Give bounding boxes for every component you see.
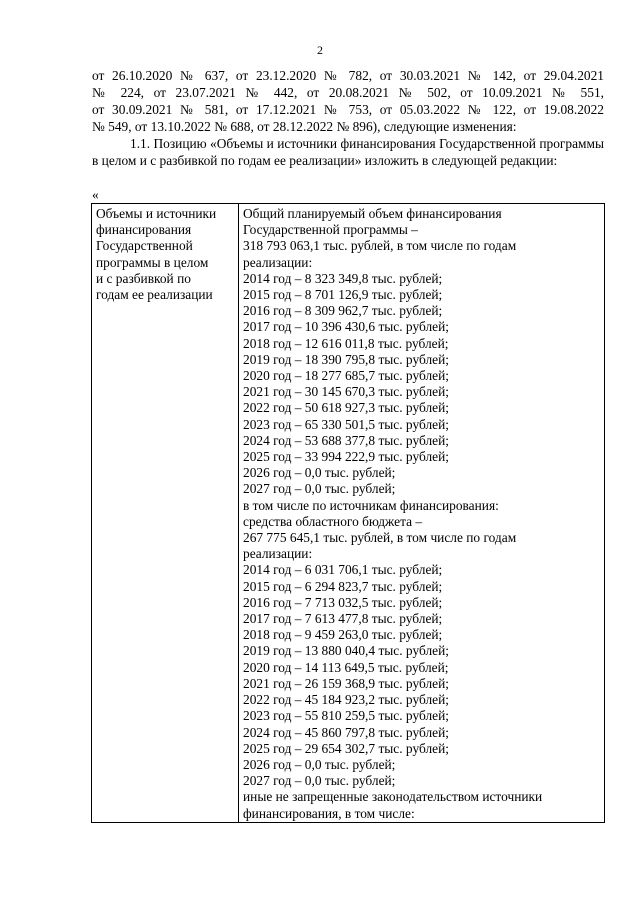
value-line: 2027 год – 0,0 тыс. рублей;: [243, 773, 396, 789]
value-line: 2016 год – 7 713 032,5 тыс. рублей;: [243, 594, 443, 610]
value-line: 2016 год – 8 309 962,7 тыс. рублей;: [243, 303, 443, 319]
value-line: Общий планируемый объем финансирования: [243, 206, 502, 221]
item-paragraph: 1.1. Позицию «Объемы и источники финансирования Государственной программы в целом и с разбивкой по годам ее реализации» изложить в следующей редакции:: [92, 136, 604, 168]
value-line: 2017 год – 10 396 430,6 тыс. рублей;: [243, 319, 449, 335]
value-line: 2023 год – 65 330 501,5 тыс. рублей;: [243, 416, 449, 432]
intro-line: от 30.09.2021 № 581, от 17.12.2021 № 753, от 05.03.2022 № 122, от 19.08.2022: [92, 102, 604, 117]
value-line: 267 775 645,1 тыс. рублей, в том числе по годам: [243, 530, 517, 546]
table-cell-label: [92, 204, 239, 823]
value-line: 2020 год – 14 113 649,5 тыс. рублей;: [243, 659, 449, 675]
intro-paragraph: [92, 67, 604, 135]
value-line: 318 793 063,1 тыс. рублей, в том числе по годам: [243, 238, 517, 254]
label-line: Объемы и источники: [96, 206, 217, 221]
table-viewport: [91, 203, 611, 853]
value-line: 2018 год – 12 616 011,8 тыс. рублей;: [243, 335, 449, 351]
intro-line: № 224, от 23.07.2021 № 442, от 20.08.2021 № 502, от 10.09.2021 № 551,: [92, 85, 604, 100]
value-line: реализации:: [243, 254, 313, 270]
label-line: финансирования: [96, 222, 192, 238]
value-line: 2023 год – 55 810 259,5 тыс. рублей;: [243, 708, 449, 724]
value-line: 2024 год – 53 688 377,8 тыс. рублей;: [243, 432, 449, 448]
table-cell-value: [239, 204, 605, 823]
value-line: 2020 год – 18 277 685,7 тыс. рублей;: [243, 368, 449, 384]
label-line: годам ее реализации: [96, 287, 213, 303]
intro-line: от 26.10.2020 № 637, от 23.12.2020 № 782, от 30.03.2021 № 142, от 29.04.2021: [92, 68, 604, 83]
value-line: 2027 год – 0,0 тыс. рублей;: [243, 481, 396, 497]
table-row: [92, 204, 605, 823]
value-line: Государственной программы –: [243, 222, 418, 238]
value-line: 2024 год – 45 860 797,8 тыс. рублей;: [243, 724, 449, 740]
label-line: и с разбивкой по: [96, 270, 191, 286]
value-line: 2019 год – 18 390 795,8 тыс. рублей;: [243, 351, 449, 367]
value-line: 2026 год – 0,0 тыс. рублей;: [243, 756, 396, 772]
opening-quote: «: [92, 187, 99, 202]
value-line: 2019 год – 13 880 040,4 тыс. рублей;: [243, 643, 449, 659]
value-line: финансирования, в том числе:: [243, 805, 415, 821]
value-line: 2021 год – 26 159 368,9 тыс. рублей;: [243, 675, 449, 691]
page-number: 2: [317, 43, 323, 57]
financing-table: [91, 203, 605, 823]
value-line: 2022 год – 45 184 923,2 тыс. рублей;: [243, 692, 449, 708]
value-line: реализации:: [243, 546, 313, 562]
intro-line: № 549, от 13.10.2022 № 688, от 28.12.2022 № 896), следующие изменения:: [92, 119, 517, 134]
value-line: 2018 год – 9 459 263,0 тыс. рублей;: [243, 627, 443, 643]
value-line: 2014 год – 6 031 706,1 тыс. рублей;: [243, 562, 443, 578]
label-line: программы в целом: [96, 254, 209, 270]
value-line: иные не запрещенные законодательством источники: [243, 789, 543, 805]
value-line: 2025 год – 29 654 302,7 тыс. рублей;: [243, 740, 449, 756]
label-line: Государственной: [96, 238, 193, 254]
value-line: 2014 год – 8 323 349,8 тыс. рублей;: [243, 270, 443, 286]
document-body: [92, 67, 604, 169]
value-line: 2015 год – 8 701 126,9 тыс. рублей;: [243, 287, 443, 303]
value-line: 2026 год – 0,0 тыс. рублей;: [243, 465, 396, 481]
value-line: 2017 год – 7 613 477,8 тыс. рублей;: [243, 611, 443, 627]
value-line: 2015 год – 6 294 823,7 тыс. рублей;: [243, 578, 443, 594]
value-line: 2021 год – 30 145 670,3 тыс. рублей;: [243, 384, 449, 400]
value-line: в том числе по источникам финансирования:: [243, 497, 499, 513]
value-line: средства областного бюджета –: [243, 513, 423, 529]
value-line: 2022 год – 50 618 927,3 тыс. рублей;: [243, 400, 449, 416]
value-line: 2025 год – 33 994 222,9 тыс. рублей;: [243, 449, 449, 465]
